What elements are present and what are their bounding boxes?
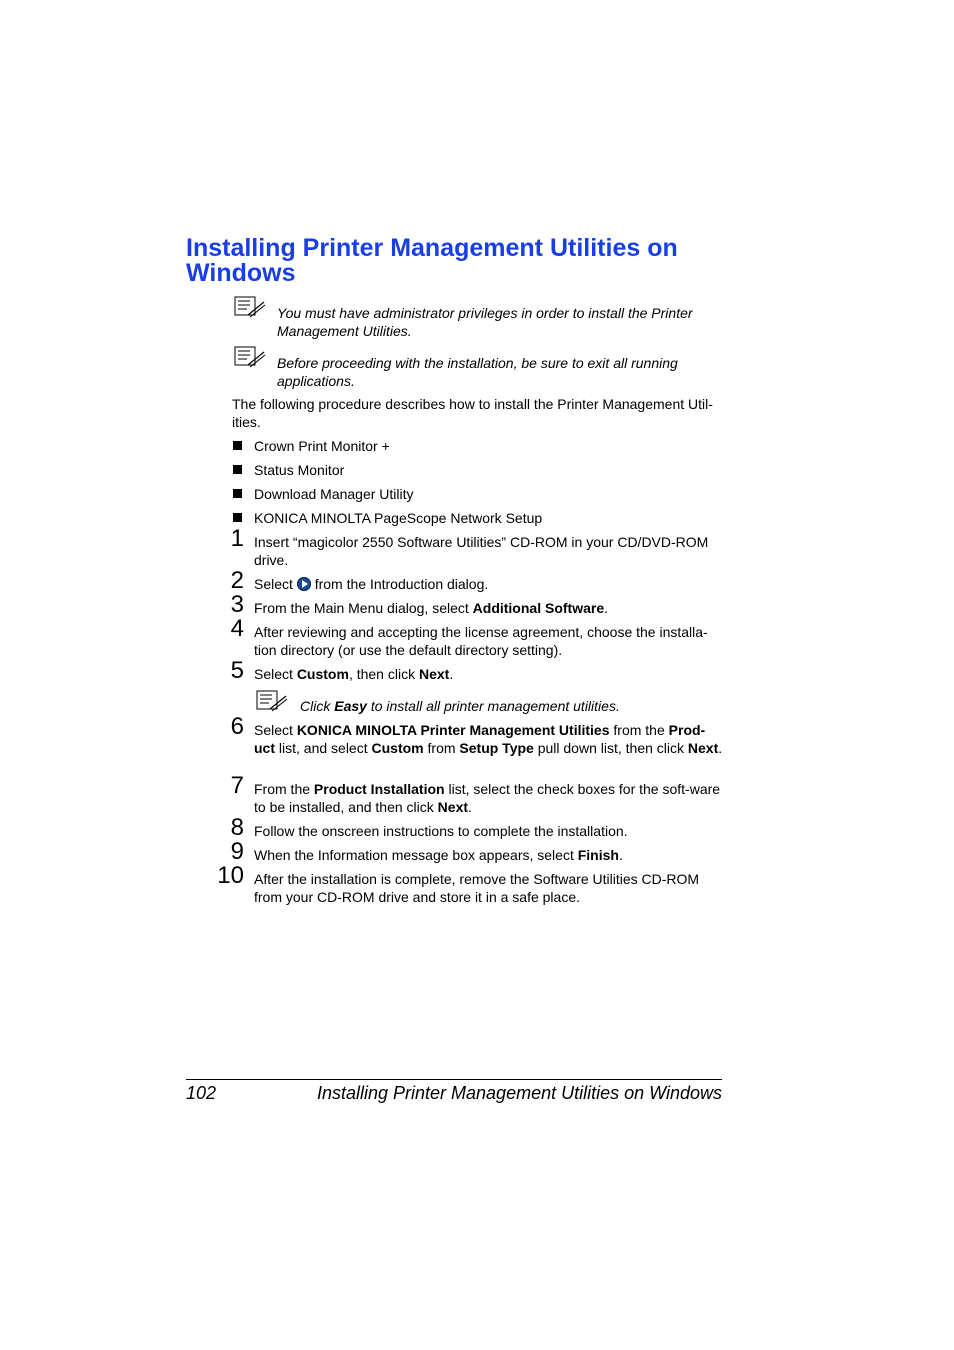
step-number: 6 (230, 713, 244, 740)
list-item: KONICA MINOLTA PageScope Network Setup (254, 510, 543, 526)
note-icon (256, 690, 288, 712)
step-number: 10 (217, 862, 244, 889)
step-number: 5 (230, 657, 244, 684)
note-easy-install: Click Easy to install all printer management utilities. (300, 698, 620, 714)
note-icon (234, 296, 266, 318)
footer-rule (186, 1079, 722, 1080)
step-number: 2 (230, 567, 244, 594)
list-item: Crown Print Monitor + (254, 438, 390, 454)
step-number: 4 (230, 615, 244, 642)
list-item: Status Monitor (254, 462, 345, 478)
bullet-square (233, 489, 242, 498)
footer-title: Installing Printer Management Utilities on Windows (316, 1083, 722, 1103)
step-text: When the Information message box appears, select Finish. (254, 847, 623, 863)
step-number: 3 (230, 591, 244, 618)
step-number: 8 (230, 814, 244, 841)
step-text: Follow the onscreen instructions to complete the installation. (254, 823, 628, 839)
list-item: Download Manager Utility (254, 486, 414, 502)
step-text: Select Custom, then click Next. (254, 666, 454, 682)
step-text: From the Main Menu dialog, select Additional Software. (254, 600, 608, 616)
bullet-square (233, 441, 242, 450)
page-number: 102 (186, 1083, 217, 1103)
note-exit-applications: Before proceeding with the installation, be sure to exit all running applications. (277, 355, 678, 389)
step-text: After reviewing and accepting the license agreement, choose the installa-tion directory (or use the default directory setting). (254, 624, 708, 658)
step-number: 7 (230, 772, 244, 799)
step-text: Select KONICA MINOLTA Printer Management Utilities from the Prod-uct list, and select Custom from Setup Type pull down list, then click Next. (254, 722, 723, 756)
bullet-square (233, 513, 242, 522)
bullet-square (233, 465, 242, 474)
play-arrow-icon (297, 577, 311, 591)
intro-paragraph: The following procedure describes how to install the Printer Management Util-ities. (232, 396, 713, 430)
step-number: 1 (230, 525, 244, 552)
page-title: Installing Printer Management Utilities on Windows (186, 234, 678, 287)
note-icon (234, 346, 266, 368)
note-admin-privileges: You must have administrator privileges in order to install the Printer Management Utilities. (277, 305, 693, 339)
step-text: Select from the Introduction dialog. (254, 576, 489, 592)
step-text: From the Product Installation list, select the check boxes for the soft-ware to be installed, and then click Next. (254, 781, 721, 815)
step-text: Insert “magicolor 2550 Software Utilities” CD-ROM in your CD/DVD-ROM drive. (254, 534, 709, 568)
step-text: After the installation is complete, remove the Software Utilities CD-ROM from your CD-ROM drive and store it in a safe place. (254, 871, 700, 905)
step-number: 9 (230, 838, 244, 865)
